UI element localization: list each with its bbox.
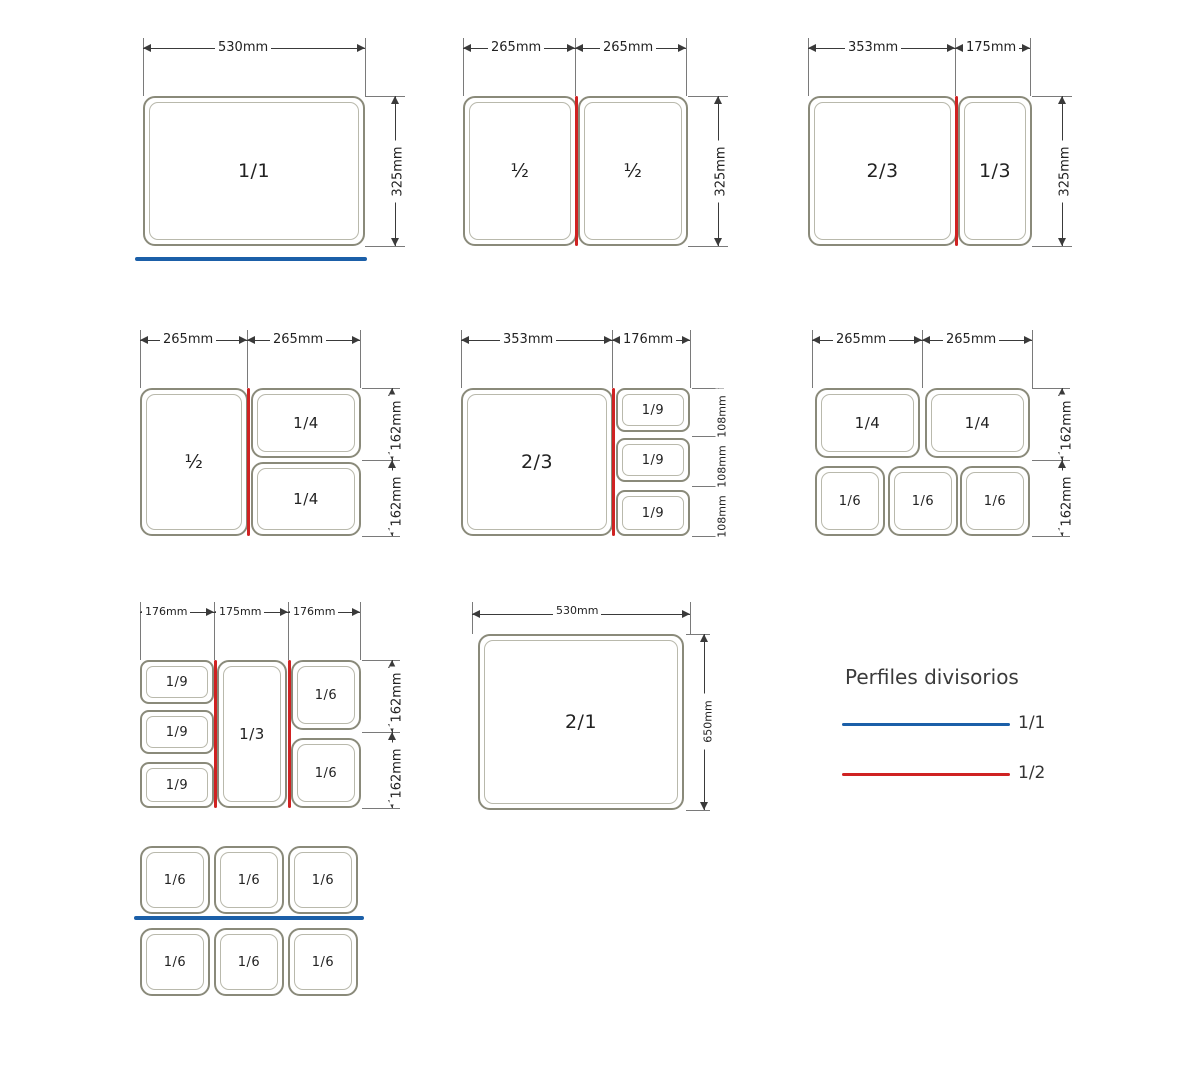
dimension-label: 108mm — [716, 439, 729, 495]
arrow-icon — [247, 336, 255, 344]
pan-1-4-left — [815, 388, 920, 458]
dimension-label: 162mm — [1060, 395, 1075, 457]
extension-line — [362, 808, 400, 809]
extension-line — [472, 602, 473, 634]
arrow-icon — [714, 96, 722, 104]
dimension-label: 265mm — [943, 332, 999, 347]
pan-label: 1/6 — [311, 872, 335, 888]
pan-label: 1/4 — [854, 414, 881, 432]
pan-1-6-4 — [140, 928, 210, 996]
pan-1-6-3 — [288, 846, 358, 914]
extension-line — [362, 536, 400, 537]
pan-label: 1/4 — [293, 414, 319, 432]
divider-profile-1-2 — [955, 96, 958, 246]
dimension-label: 265mm — [488, 40, 544, 55]
arrow-icon — [472, 610, 480, 618]
extension-line — [690, 602, 691, 634]
dimension-label: 325mm — [391, 141, 406, 203]
arrow-icon — [143, 44, 151, 52]
extension-line — [1032, 536, 1070, 537]
arrow-icon — [947, 44, 955, 52]
pan-label: 1/6 — [311, 954, 335, 970]
extension-line — [1032, 246, 1072, 247]
arrow-icon — [682, 336, 690, 344]
pan-label: 1/6 — [237, 872, 261, 888]
extension-line — [690, 330, 691, 388]
arrow-icon — [604, 336, 612, 344]
dimension-label: 265mm — [270, 332, 326, 347]
dimension-label: 176mm — [620, 332, 676, 347]
pan-label: 2/3 — [520, 451, 554, 473]
pan-1-6-1 — [291, 660, 361, 730]
pan-1-9-2 — [616, 438, 690, 482]
arrow-icon — [388, 732, 396, 740]
pan-label: 1/9 — [165, 674, 189, 690]
arrow-icon — [922, 336, 930, 344]
pan-1-2 — [140, 388, 248, 536]
pan-2-1 — [478, 634, 684, 810]
pan-1-9-3 — [140, 762, 214, 808]
divider-profile-1-2-left — [214, 660, 217, 808]
arrow-icon — [812, 336, 820, 344]
dimension-label: 265mm — [600, 40, 656, 55]
extension-line — [365, 38, 366, 96]
pan-label: 1/6 — [314, 765, 338, 781]
arrow-icon — [352, 608, 360, 616]
arrow-icon — [575, 44, 583, 52]
extension-line — [1032, 96, 1072, 97]
pan-label: 1/6 — [237, 954, 261, 970]
dimension-label: 325mm — [714, 141, 729, 203]
extension-line — [365, 246, 405, 247]
pan-1-3 — [217, 660, 287, 808]
pan-1-6-3 — [960, 466, 1030, 536]
arrow-icon — [388, 460, 396, 468]
dimension-label: 162mm — [390, 743, 405, 805]
pan-2-3 — [461, 388, 613, 536]
pan-1-9-2 — [140, 710, 214, 754]
arrow-icon — [1022, 44, 1030, 52]
dimension-label: 176mm — [142, 605, 190, 618]
pan-1-9-1 — [616, 388, 690, 432]
pan-1-4-right — [925, 388, 1030, 458]
pan-label: 1/3 — [239, 725, 265, 743]
extension-line — [1030, 38, 1031, 96]
pan-label: 2/3 — [866, 160, 899, 182]
arrow-icon — [682, 610, 690, 618]
dimension-label: 353mm — [500, 332, 556, 347]
legend-title: Perfiles divisorios — [845, 665, 1019, 689]
extension-line — [360, 602, 361, 660]
arrow-icon — [391, 96, 399, 104]
dimension-label: 175mm — [216, 605, 264, 618]
pan-1-3 — [958, 96, 1032, 246]
extension-line — [360, 330, 361, 388]
extension-line — [688, 96, 728, 97]
pan-1-1 — [143, 96, 365, 246]
pan-1-4-bottom — [251, 462, 361, 536]
dimension-label: 175mm — [963, 40, 1019, 55]
arrow-icon — [808, 44, 816, 52]
extension-line — [686, 810, 710, 811]
pan-label: 1/6 — [911, 493, 935, 509]
pan-1-6-6 — [288, 928, 358, 996]
dimension-label: 265mm — [160, 332, 216, 347]
dimension-label: 353mm — [845, 40, 901, 55]
arrow-icon — [352, 336, 360, 344]
pan-label: 1/9 — [641, 402, 665, 418]
pan-1-2-left — [463, 96, 577, 246]
dimension-label: 162mm — [390, 667, 405, 729]
arrow-icon — [567, 44, 575, 52]
pan-1-2-right — [578, 96, 688, 246]
pan-2-3 — [808, 96, 957, 246]
divider-profile-1-2 — [247, 388, 250, 536]
legend-label-1-1: 1/1 — [1018, 713, 1046, 733]
pan-label: 1/4 — [293, 490, 319, 508]
arrow-icon — [239, 336, 247, 344]
legend-swatch-1-1 — [842, 723, 1010, 726]
dimension-label: 162mm — [390, 395, 405, 457]
extension-line — [686, 38, 687, 96]
pan-label: 1/9 — [641, 505, 665, 521]
pan-label: 2/1 — [564, 711, 598, 733]
dimension-label: 162mm — [390, 471, 405, 533]
extension-line — [1032, 330, 1033, 388]
pan-label: ½ — [184, 451, 204, 473]
pan-label: 1/6 — [838, 493, 862, 509]
pan-1-6-2 — [888, 466, 958, 536]
arrow-icon — [1058, 96, 1066, 104]
pan-label: 1/1 — [237, 160, 271, 182]
arrow-icon — [463, 44, 471, 52]
legend-swatch-1-2 — [842, 773, 1010, 776]
divider-profile-1-2 — [575, 96, 578, 246]
arrow-icon — [700, 634, 708, 642]
arrow-icon — [714, 238, 722, 246]
arrow-icon — [280, 608, 288, 616]
pan-label: 1/3 — [978, 160, 1012, 182]
arrow-icon — [1058, 238, 1066, 246]
pan-label: 1/6 — [163, 954, 187, 970]
pan-1-4-top — [251, 388, 361, 458]
pan-1-6-2 — [291, 738, 361, 808]
divider-profile-1-2-right — [288, 660, 291, 808]
dimension-label: 162mm — [1060, 471, 1075, 533]
divider-profile-1-1 — [134, 916, 364, 920]
pan-1-9-1 — [140, 660, 214, 704]
arrow-icon — [140, 336, 148, 344]
pan-1-6-2 — [214, 846, 284, 914]
pan-label: ½ — [623, 160, 643, 182]
pan-label: 1/6 — [163, 872, 187, 888]
dimension-label: 325mm — [1058, 141, 1073, 203]
dimension-label: 108mm — [716, 489, 729, 545]
pan-1-9-3 — [616, 490, 690, 536]
arrow-icon — [461, 336, 469, 344]
dimension-label: 176mm — [290, 605, 338, 618]
pan-label: 1/9 — [641, 452, 665, 468]
pan-label: 1/6 — [983, 493, 1007, 509]
pan-label: 1/4 — [964, 414, 991, 432]
arrow-icon — [1058, 460, 1066, 468]
dimension-label: 530mm — [553, 604, 601, 617]
pan-1-6-1 — [815, 466, 885, 536]
divider-profile-1-2 — [612, 388, 615, 536]
pan-1-6-5 — [214, 928, 284, 996]
legend-label-1-2: 1/2 — [1018, 763, 1046, 783]
extension-line — [365, 96, 405, 97]
dimension-label: 265mm — [833, 332, 889, 347]
arrow-icon — [206, 608, 214, 616]
pan-1-6-1 — [140, 846, 210, 914]
dimension-label: 650mm — [702, 694, 715, 750]
pan-label: 1/6 — [314, 687, 338, 703]
arrow-icon — [1024, 336, 1032, 344]
arrow-icon — [678, 44, 686, 52]
arrow-icon — [357, 44, 365, 52]
arrow-icon — [955, 44, 963, 52]
arrow-icon — [700, 802, 708, 810]
extension-line — [688, 246, 728, 247]
arrow-icon — [391, 238, 399, 246]
pan-label: ½ — [510, 160, 530, 182]
pan-label: 1/9 — [165, 724, 189, 740]
arrow-icon — [914, 336, 922, 344]
dimension-label: 108mm — [716, 389, 729, 445]
arrow-icon — [612, 336, 620, 344]
pan-label: 1/9 — [165, 777, 189, 793]
divider-profile-1-1 — [135, 257, 367, 261]
dimension-label: 530mm — [215, 40, 271, 55]
